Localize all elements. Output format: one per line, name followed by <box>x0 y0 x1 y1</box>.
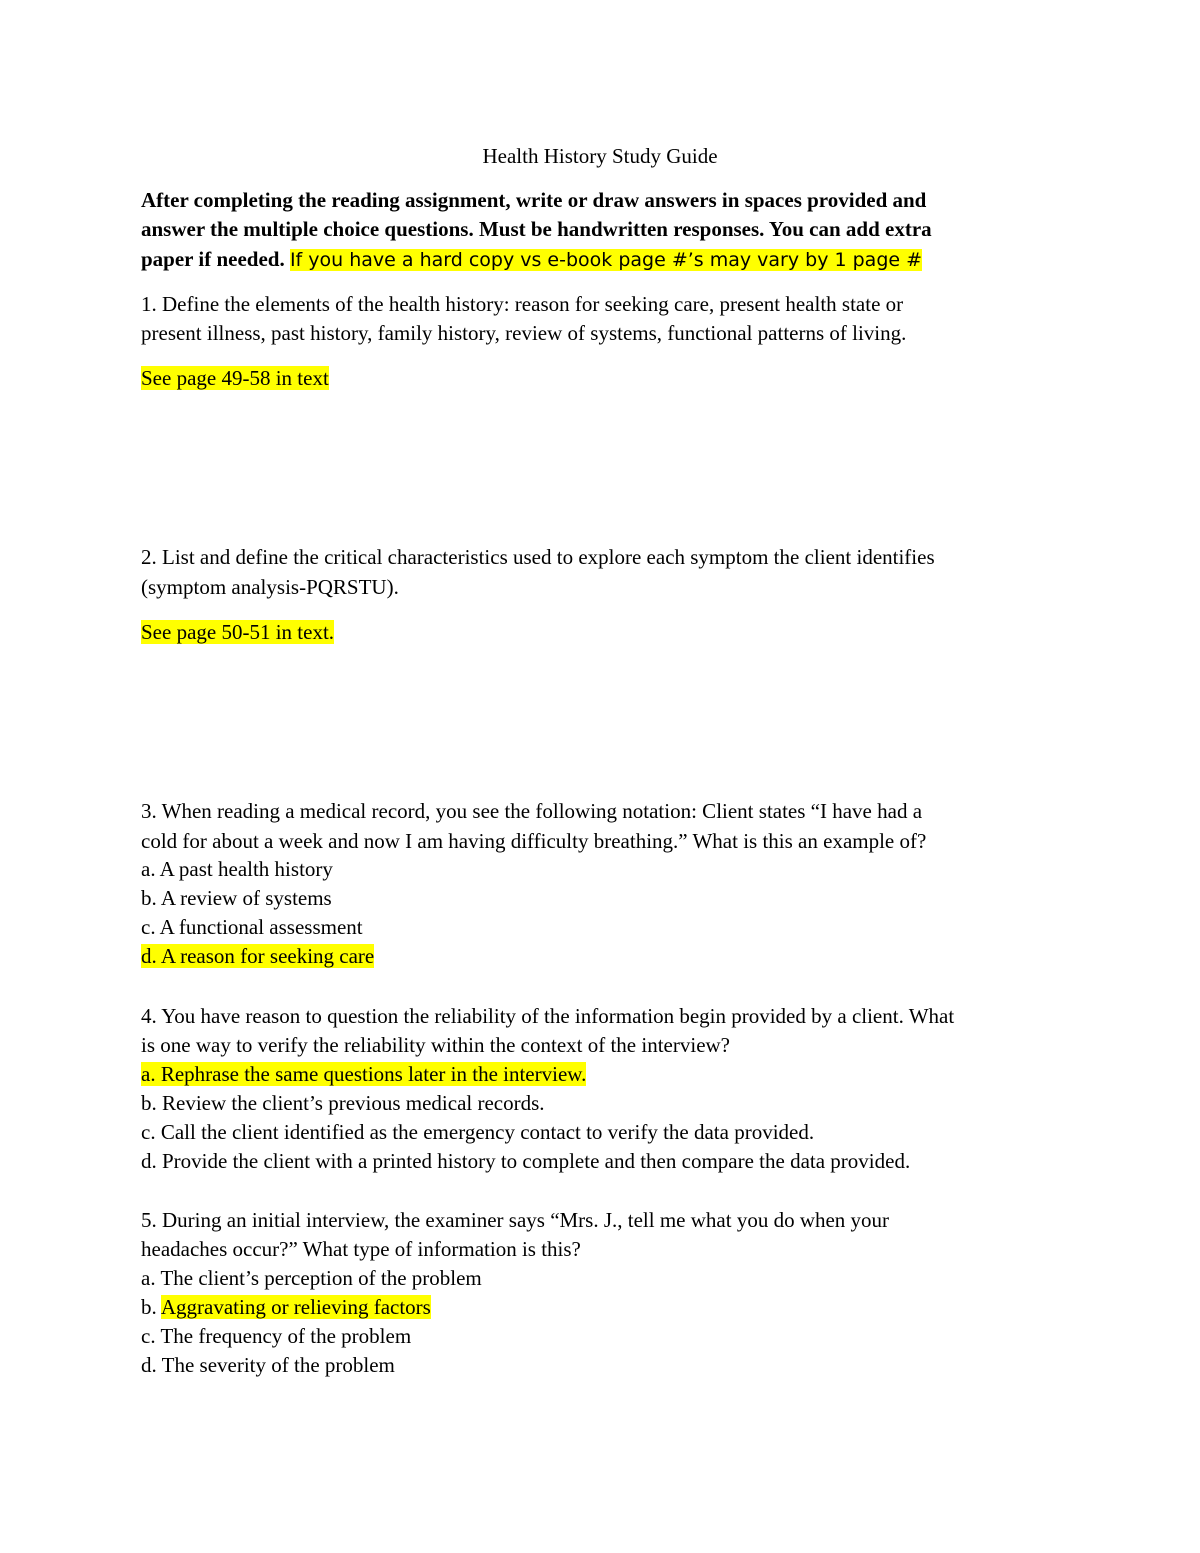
instructions-line-3 <box>141 245 922 275</box>
question-3-correct-answer: d. A reason for seeking care <box>141 944 375 968</box>
question-1-line-1: 1. Define the elements of the health history: reason for seeking care, present health state or <box>141 292 904 316</box>
instructions-extra-paper: paper if needed. <box>141 247 285 271</box>
question-4-line-1: 4. You have reason to question the reliability of the information begin provided by a client. What <box>141 1004 955 1028</box>
question-1-line-2: present illness, past history, family history, review of systems, functional patterns of living. <box>141 321 907 345</box>
question-4-option-b: b. Review the client’s previous medical records. <box>141 1091 545 1115</box>
question-3-line-1: 3. When reading a medical record, you see the following notation: Client states “I have had a <box>141 799 923 823</box>
page-number-note: If you have a hard copy vs e-book page #’s may vary by 1 page # <box>289 249 923 271</box>
question-2-answer-text: See page 50-51 in text. <box>141 620 335 644</box>
question-5-option-b <box>141 1293 431 1322</box>
question-5-option-d: d. The severity of the problem <box>141 1353 395 1377</box>
question-2-line-2: (symptom analysis-PQRSTU). <box>141 575 399 599</box>
question-4-correct-answer: a. Rephrase the same questions later in the interview. <box>141 1062 587 1086</box>
question-3-option-d <box>141 942 374 971</box>
question-2-line-1: 2. List and define the critical characteristics used to explore each symptom the client identifies <box>141 545 935 569</box>
question-4-line-2: is one way to verify the reliability within the context of the interview? <box>141 1033 730 1057</box>
question-5-correct-answer: Aggravating or relieving factors <box>160 1295 431 1319</box>
question-1-answer-text: See page 49-58 in text <box>141 366 329 390</box>
question-5-option-c: c. The frequency of the problem <box>141 1324 412 1348</box>
question-5-line-1: 5. During an initial interview, the examiner says “Mrs. J., tell me what you do when your <box>141 1208 890 1232</box>
question-3-option-b: b. A review of systems <box>141 886 332 910</box>
question-4-option-c: c. Call the client identified as the emergency contact to verify the data provided. <box>141 1120 815 1144</box>
question-1-answer <box>141 364 329 393</box>
question-5-option-b-letter: b. <box>141 1295 157 1319</box>
question-2-answer <box>141 618 334 647</box>
instructions-line-1: After completing the reading assignment, write or draw answers in spaces provided and <box>141 188 927 212</box>
question-5-option-a: a. The client’s perception of the problem <box>141 1266 482 1290</box>
question-5-line-2: headaches occur?” What type of information is this? <box>141 1237 581 1261</box>
document-title: Health History Study Guide <box>482 144 718 168</box>
instructions-line-2: answer the multiple choice questions. Must be handwritten responses. You can add extra <box>141 217 932 241</box>
question-3-option-c: c. A functional assessment <box>141 915 363 939</box>
question-4-option-a <box>141 1060 586 1089</box>
question-4-option-d: d. Provide the client with a printed history to complete and then compare the data provided. <box>141 1149 911 1173</box>
question-3-line-2: cold for about a week and now I am having difficulty breathing.” What is this an example of? <box>141 829 927 853</box>
question-3-option-a: a. A past health history <box>141 857 333 881</box>
